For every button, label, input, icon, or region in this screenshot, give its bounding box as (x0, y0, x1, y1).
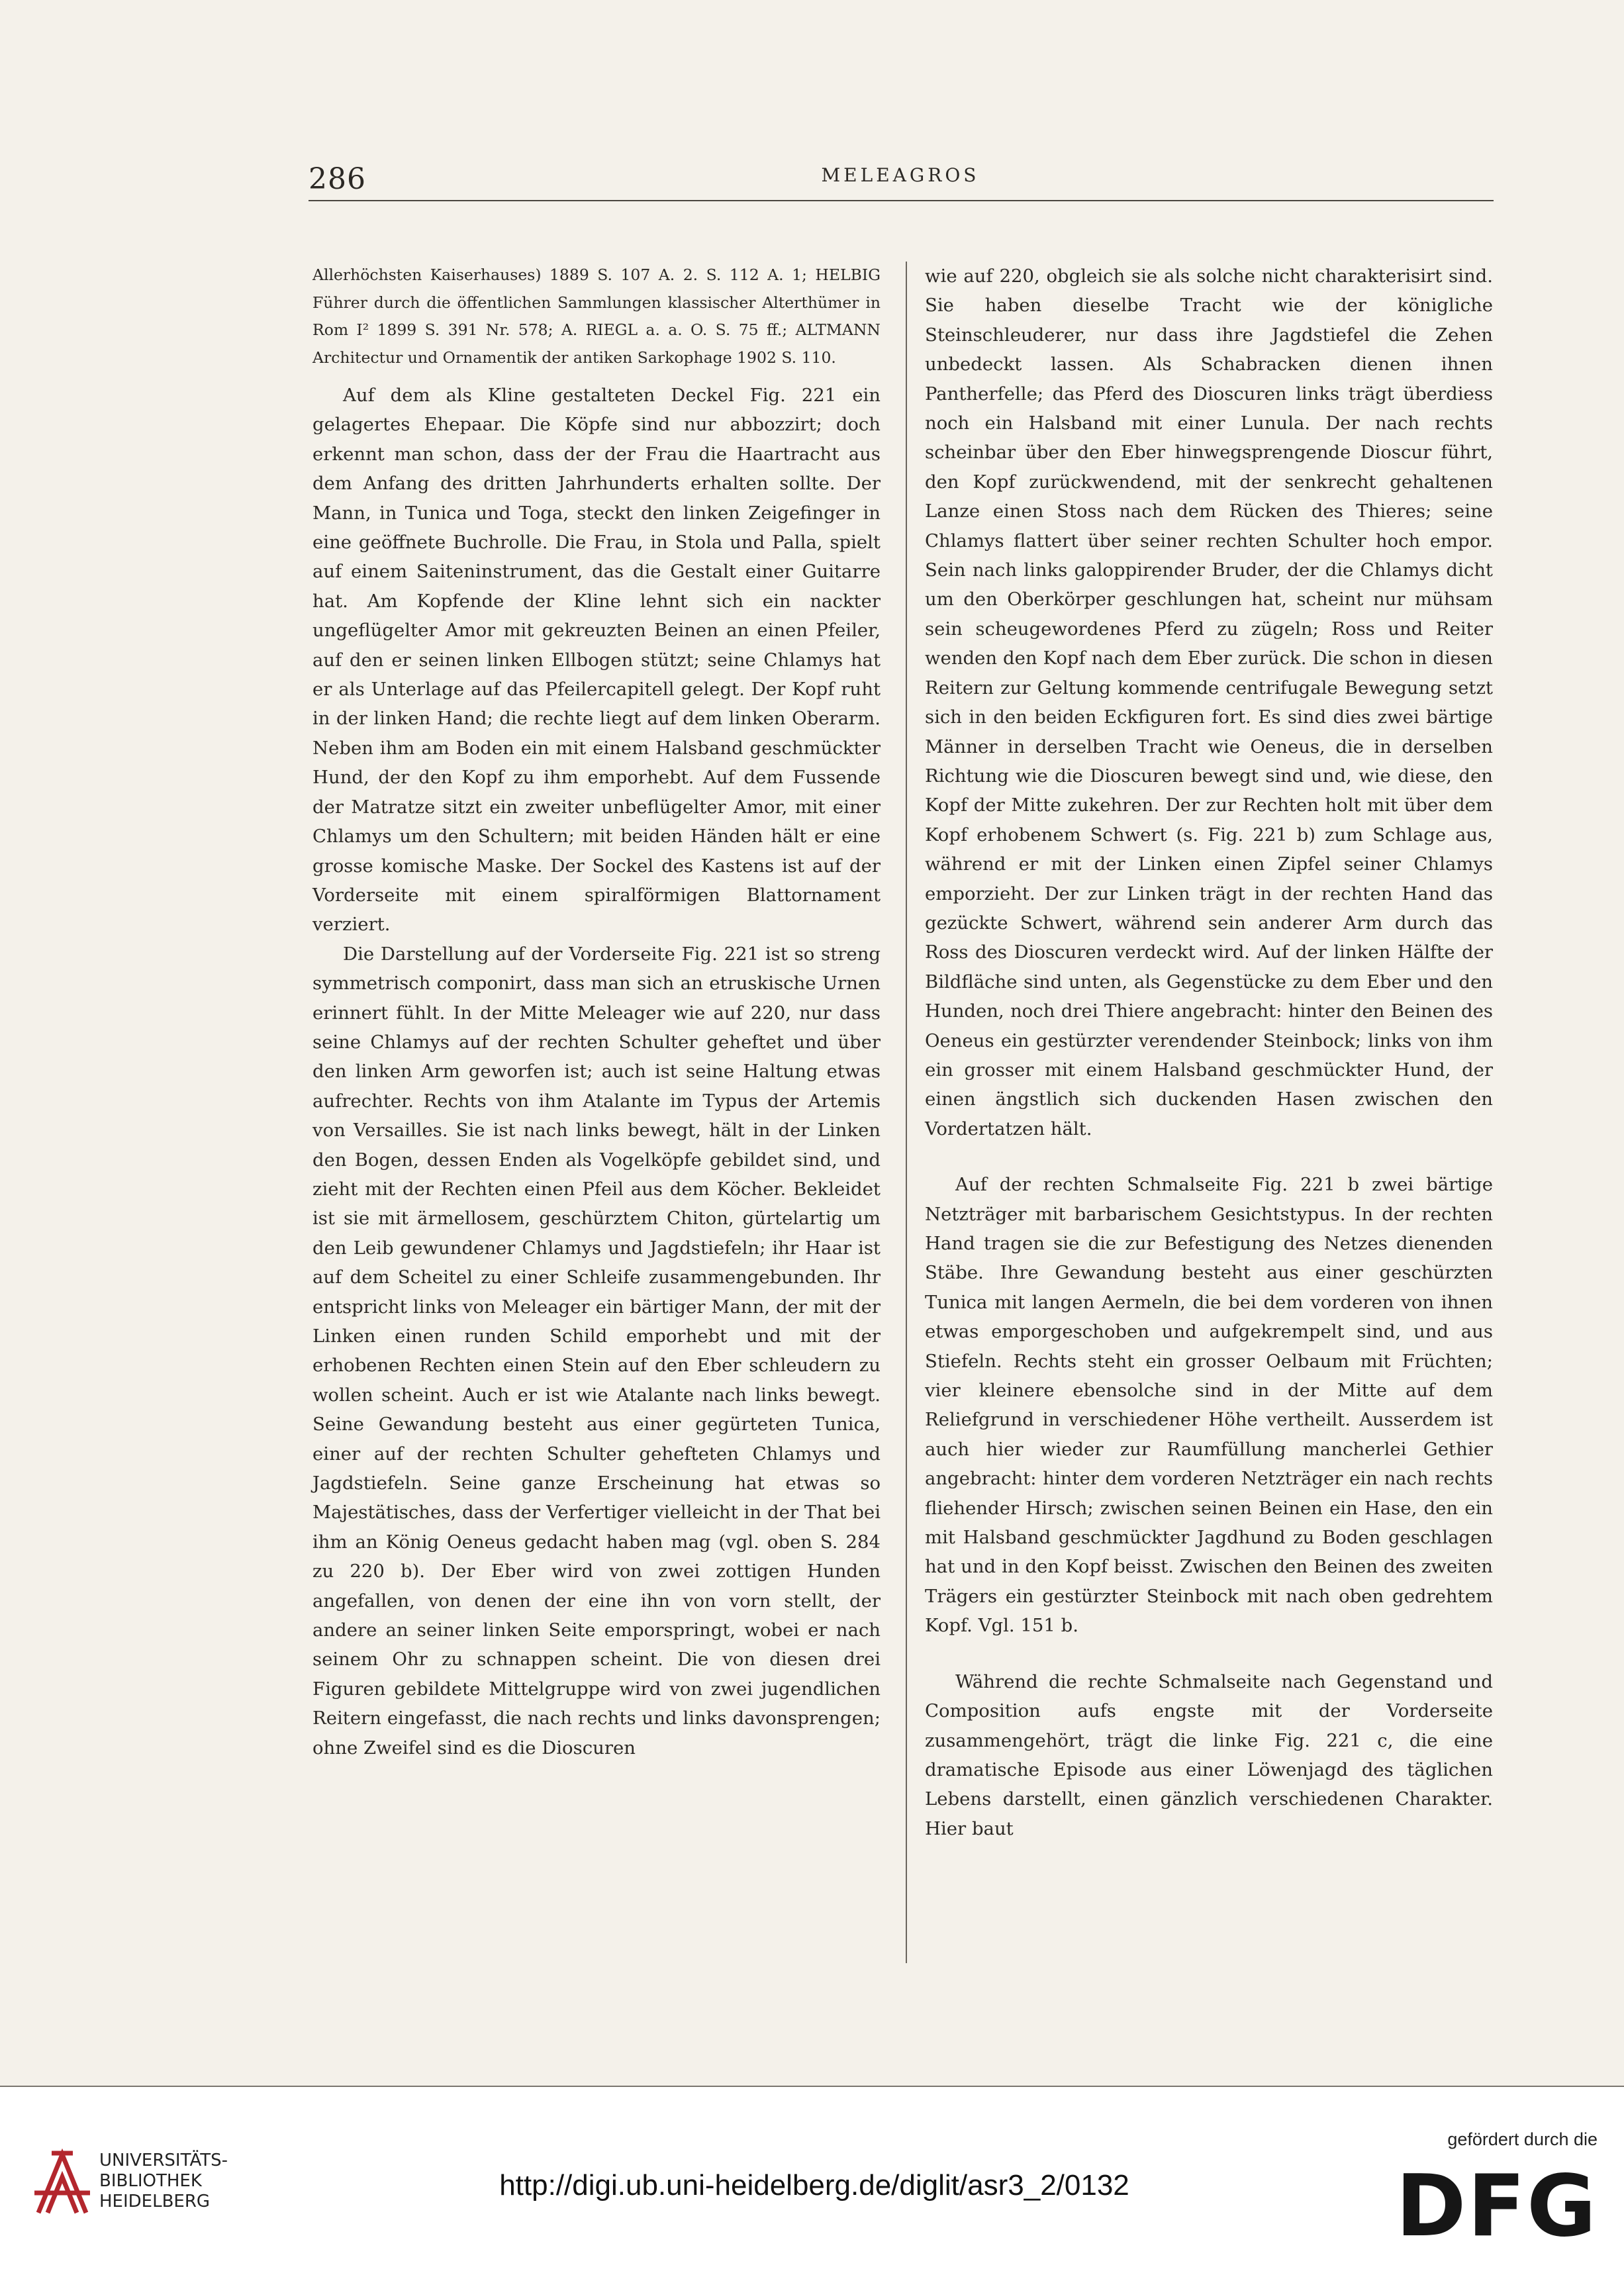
paragraph: Auf dem als Kline gestalteten Deckel Fig. 221 ein gelagertes Ehepaar. Die Köpfe sind nur abbozzirt; doch erkennt man schon, dass der der Frau die Haartracht aus dem Anfang des dritten Jahrhunderts erhalten sollte. Der Mann, in Tunica und Toga, steckt den linken Zeigefinger in eine geöffnete Buchrolle. Die Frau, in Stola und Palla, spielt auf einem Saiteninstrument, das die Gestalt einer Guitarre hat. Am Kopfende der Kline lehnt sich ein nackter ungeflügelter Amor mit gekreuzten Beinen an einen Pfeiler, auf den er seinen linken Ellbogen stützt; seine Chlamys hat er als Unterlage auf das Pfeilercapitell gelegt. Der Kopf ruht in der linken Hand; die rechte liegt auf dem linken Oberarm. Neben ihm am Boden ein mit einem Halsband geschmückter Hund, der den Kopf zu ihm emporhebt. Auf dem Fussende der Matratze sitzt ein zweiter unbeflügelter Amor, mit einer Chlamys um den Schultern; mit beiden Händen hält er eine grosse komische Maske. Der Sockel des Kastens ist auf der Vorderseite mit einem spiralförmigen Blattornament verziert. (312, 385, 881, 936)
page-number: 286 (309, 162, 366, 196)
column-rule (906, 262, 907, 1963)
paragraph: wie auf 220, obgleich sie als solche nicht charakterisirt sind. Sie haben dieselbe Tracht wie der königliche Steinschleuderer, nur dass ihre Jagdstiefel die Zehen unbedeckt lassen. Als Schabracken dienen ihnen Pantherfelle; das Pferd des Dioscuren links trägt überdiess noch ein Halsband mit einer Lunula. Der nach rechts scheinbar über den Eber hinwegsprengende Dioscur führt, den Kopf zurückwendend, mit der senkrecht gehaltenen Lanze einen Stoss nach dem Rücken des Thieres; seine Chlamys flattert über seiner rechten Schulter hoch empor. Sein nach links galoppirender Bruder, der die Chlamys dicht um den Oberkörper geschlungen hat, scheint nur mühsam sein scheugewordenes Pferd zu zügeln; Ross und Reiter wenden den Kopf nach dem Eber zurück. Die schon in diesen Reitern zur Geltung kommende centrifugale Bewegung setzt sich in den beiden Eckfiguren fort. Es sind dies zwei bärtige Männer in derselben Tracht wie Oeneus, die in derselben Richtung wie die Dioscuren bewegt sind und, wie diese, den Kopf der Mitte zukehren. Der zur Rechten holt mit über dem Kopf erhobenem Schwert (s. Fig. 221 b) zum Schlage aus, während er mit der Linken einen Zipfel seiner Chlamys emporzieht. Der zur Linken trägt in der rechten Hand das gezückte Schwert, während sein anderer Arm durch das Ross des Dioscuren verdeckt wird. Auf der linken Hälfte der Bildfläche sind unten, als Gegenstücke zu dem Eber und den Hunden, noch drei Thiere angebracht: hinter den Beinen des Oeneus ein gestürzter verendender Steinbock; links von ihm ein grosser mit einem Halsband geschmückter Hund, der einen ängstlich sich duckenden Hasen zwischen den Vordertatzen hält. (925, 266, 1493, 1139)
paragraph: Auf der rechten Schmalseite Fig. 221 b zwei bärtige Netzträger mit barbarischem Gesichtstypus. In der rechten Hand tragen sie die zur Befestigung des Netzes dienenden Stäbe. Ihre Gewandung besteht aus einer geschürzten Tunica mit langen Aermeln, die bei dem vorderen von ihnen etwas emporgeschoben und aufgekrempelt sind, und aus Stiefeln. Rechts steht ein grosser Oelbaum mit Früchten; vier kleinere ebensolche sind in der Mitte auf dem Reliefgrund in verschiedener Höhe vertheilt. Ausserdem ist auch hier wieder zur Raumfüllung mancherlei Gethier angebracht: hinter dem vorderen Netzträger ein nach rechts fliehender Hirsch; zwischen seinen Beinen ein Hase, den ein mit Halsband geschmückter Jagdhund zu Boden geschlagen hat und in den Kopf beisst. Zwischen den Beinen des zweiten Trägers ein gestürzter Steinbock mit nach oben gedrehtem Kopf. Vgl. 151 b. (925, 1174, 1493, 1637)
running-head: MELEAGROS (821, 164, 980, 186)
library-name: UNIVERSITÄTS- BIBLIOTHEK HEIDELBERG (99, 2151, 228, 2211)
right-column (925, 262, 1493, 1843)
digital-url[interactable]: http://digi.ub.uni-heidelberg.de/diglit/asr3_2/0132 (499, 2169, 1129, 2202)
ub-heidelberg-logo-icon (32, 2147, 93, 2219)
paragraph: Die Darstellung auf der Vorderseite Fig. 221 ist so streng symmetrisch componirt, dass man sich an etruskische Urnen erinnert fühlt. In der Mitte Meleager wie auf 220, nur dass seine Chlamys auf der rechten Schulter geheftet und über den linken Arm geworfen ist; auch ist seine Haltung etwas aufrechter. Rechts von ihm Atalante im Typus der Artemis von Versailles. Sie ist nach links bewegt, hält in der Linken den Bogen, dessen Enden als Vogelköpfe gebildet sind, und zieht mit der Rechten einen Pfeil aus dem Köcher. Bekleidet ist sie mit ärmellosem, geschürztem Chiton, gürtelartig um den Leib gewundener Chlamys und Jagdstiefeln; ihr Haar ist auf dem Scheitel zu einer Schleife zusammengebunden. Ihr entspricht links von Meleager ein bärtiger Mann, der mit der Linken einen runden Schild emporhebt und mit der erhobenen Rechten einen Stein auf den Eber schleudern zu wollen scheint. Auch er ist wie Atalante nach links bewegt. Seine Gewandung besteht aus einer gegürteten Tunica, einer auf der rechten Schulter gehefteten Chlamys und Jagdstiefeln. Seine ganze Erscheinung hat etwas so Majestätisches, dass der Verfertiger vielleicht in der That bei ihm an König Oeneus gedacht haben mag (vgl. oben S. 284 zu 220 b). Der Eber wird von zwei zottigen Hunden angefallen, von denen der eine ihn von vorn stellt, der andere an seiner linken Seite emporspringt, wobei er nach seinem Ohr zu schnappen scheint. Die von diesen drei Figuren gebildete Mittelgruppe wird von zwei jugendlichen Reitern eingefasst, die nach rechts und links davonsprengen; ohne Zweifel sind es die Dioscuren (312, 943, 881, 1759)
left-column (312, 262, 881, 1763)
funding-caption: gefördert durch die (1447, 2129, 1598, 2149)
dfg-logo-icon: DFG (1396, 2157, 1598, 2256)
header-rule (309, 200, 1494, 201)
paragraph: Während die rechte Schmalseite nach Gegenstand und Composition aufs engste mit der Vorderseite zusammengehört, trägt die linke Fig. 221 c, die eine dramatische Episode aus einer Löwenjagd des täglichen Lebens darstellt, einen gänzlich verschiedenen Charakter. Hier baut (925, 1670, 1493, 1839)
footer (0, 2087, 1624, 2275)
footnote: Allerhöchsten Kaiserhauses) 1889 S. 107 A. 2. S. 112 A. 1; HELBIG Führer durch die öffentlichen Sammlungen klassischer Alterthümer in Rom I² 1899 S. 391 Nr. 578; A. RIEGL a. a. O. S. 75 ff.; ALTMANN Architectur und Ornamentik der antiken Sarkophage 1902 S. 110. (312, 266, 881, 367)
ub-heidelberg-logo-icon (32, 2147, 93, 2219)
